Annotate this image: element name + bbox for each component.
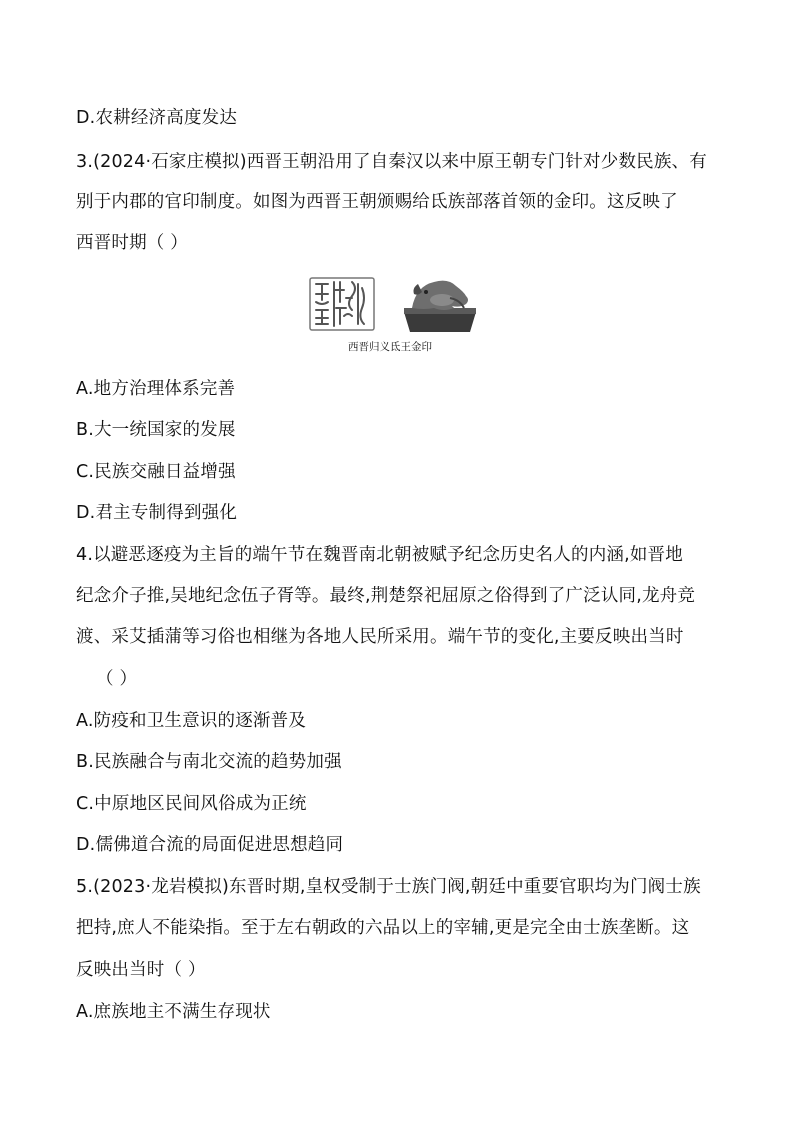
figure-caption: 西晋归义氐王金印 [348, 341, 432, 353]
q3-stem-line-2: 别于内郡的官印制度。如图为西晋王朝颁赐给氐族部落首领的金印。这反映了 [76, 192, 678, 212]
q3-option-d: D.君主专制得到强化 [76, 503, 238, 523]
q4-stem-line-4: （ ） [96, 669, 138, 689]
q3-option-c: C.民族交融日益增强 [76, 462, 236, 482]
q4-option-a: A.防疫和卫生意识的逐渐普及 [76, 711, 307, 731]
q3-stem-line-3: 西晋时期（ ） [76, 233, 188, 253]
seal-impression-stamp [310, 278, 374, 330]
q4-option-c: C.中原地区民间风俗成为正统 [76, 794, 307, 814]
seal-image [300, 268, 500, 340]
q4-stem-line-3: 渡、采艾插蒲等习俗也相继为各地人民所采用。端午节的变化,主要反映出当时 [76, 627, 684, 647]
q4-stem-line-1: 4.以避恶逐疫为主旨的端午节在魏晋南北朝被赋予纪念历史名人的内涵,如晋地 [76, 545, 683, 565]
gold-seal-photo [404, 281, 476, 332]
q4-option-d: D.儒佛道合流的局面促进思想趋同 [76, 835, 344, 855]
q5-stem-line-1: 5.(2023·龙岩模拟)东晋时期,皇权受制于士族门阀,朝廷中重要官职均为门阀士族 [76, 877, 701, 897]
q5-stem-line-3: 反映出当时（ ） [76, 960, 206, 980]
q3-stem-line-1: 3.(2024·石家庄模拟)西晋王朝沿用了自秦汉以来中原王朝专门针对少数民族、有 [76, 152, 707, 172]
q3-option-b: B.大一统国家的发展 [76, 420, 236, 440]
q4-stem-line-2: 纪念介子推,吴地纪念伍子胥等。最终,荆楚祭祀屈原之俗得到了广泛认同,龙舟竞 [76, 586, 696, 606]
q3-option-a: A.地方治理体系完善 [76, 379, 236, 399]
q5-stem-line-2: 把持,庶人不能染指。至于左右朝政的六品以上的宰辅,更是完全由士族垄断。这 [76, 918, 690, 938]
q4-option-b: B.民族融合与南北交流的趋势加强 [76, 752, 342, 772]
q2-option-d: D.农耕经济高度发达 [76, 108, 238, 128]
q5-option-a: A.庶族地主不满生存现状 [76, 1002, 271, 1022]
